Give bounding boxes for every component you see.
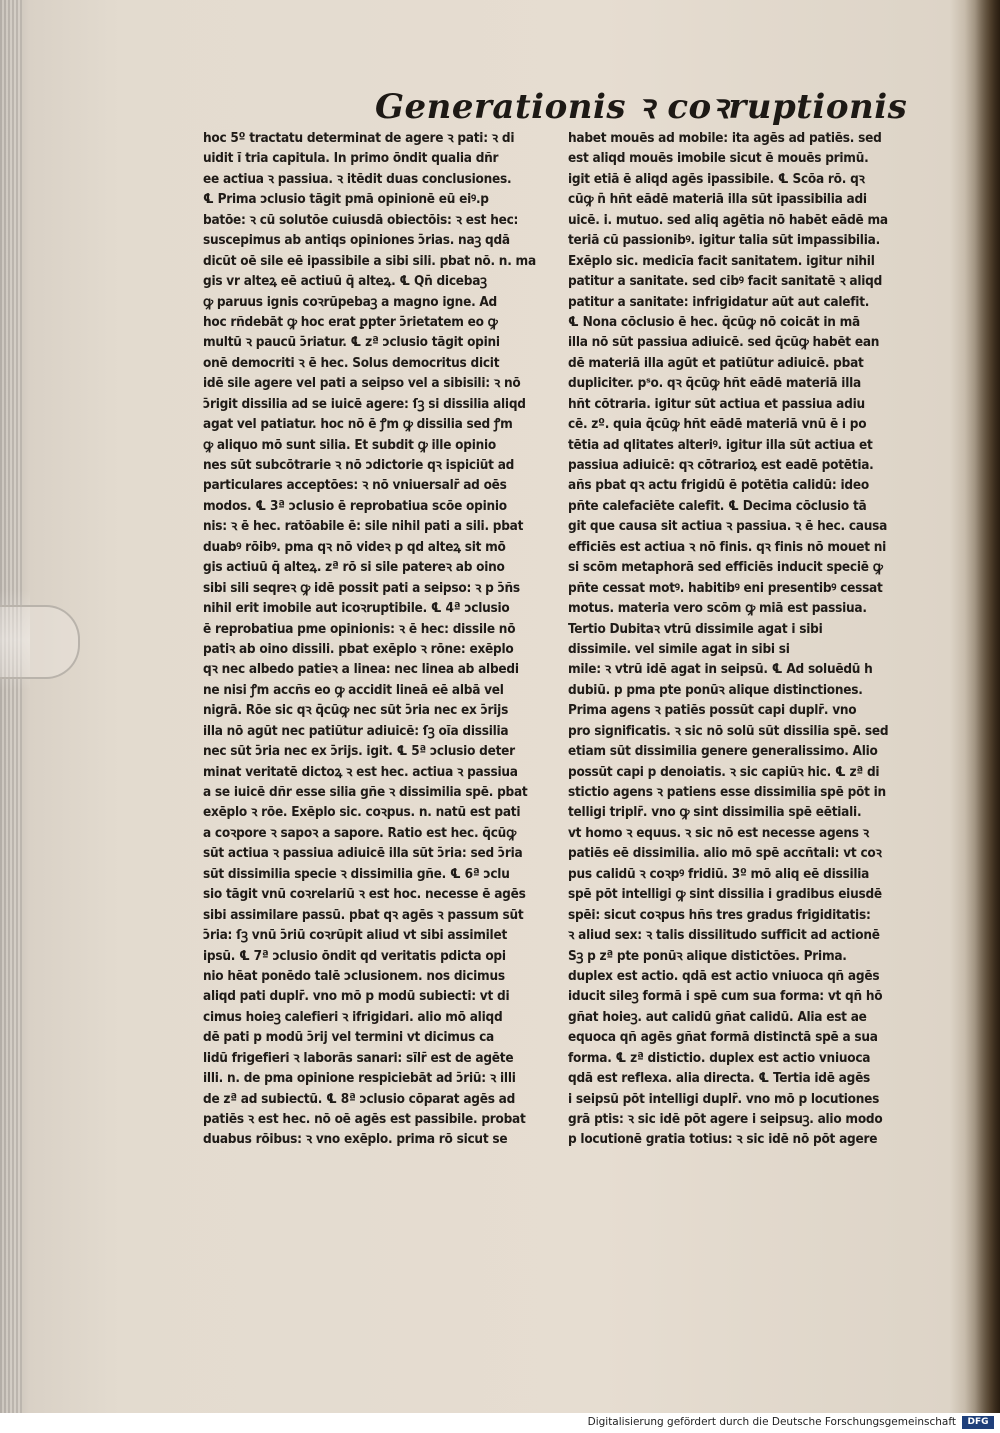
text-line: nis: ꝛ ē hec. ratōabile ē: sile nihil pati a sili. pbat: [203, 518, 524, 535]
text-line: pus calidū ꝛ coꝛpꝰ fridiū. 3º mō aliq eē dissilia: [568, 865, 870, 882]
text-line: sibi assimilare passū. pbat qꝛ agēs ꝛ passum sūt: [203, 906, 524, 923]
text-line: grā ptis: ꝛ sic idē pōt agere i seipsuꝫ. alio modo: [568, 1111, 883, 1127]
text-line: dē pati p modū ɔ̄rij vel termini vt dicimus ca: [203, 1029, 494, 1046]
stacked-page-edges: [0, 0, 22, 1413]
text-line: cimus hoieꝫ calefieri ꝛ ifrigidari. alio mō aliqd: [203, 1008, 503, 1025]
text-line: Exēplo sic. medicīa facit sanitatem. igitur nihil: [568, 252, 875, 269]
text-line: i seipsū pōt intelligi duplr̄. vno mō p locutiones: [568, 1090, 880, 1107]
text-line: idē sile agere vel pati a seipso vel a sibisili: ꝛ nō: [203, 375, 521, 392]
text-line: patiēs ꝛ est hec. nō oē agēs est passibile. probat: [203, 1111, 526, 1127]
text-line: dupliciter. pˢo. qꝛ q̄cūꝙ hñt eādē materiā illa: [568, 375, 861, 392]
text-line: duplex est actio. qdā est actio vniuoca qñ agēs: [568, 967, 880, 984]
footer-bar: [0, 1413, 1000, 1433]
gutter-shadow: [965, 0, 1000, 1413]
text-line: uidit ī tria capitula. In primo ōndit qualia dñr: [203, 150, 499, 167]
text-line: onē democriti ꝛ ē hec. Solus democritus dicit: [203, 354, 500, 371]
text-line: est aliqd mouēs imobile sicut ē mouēs primū.: [568, 150, 869, 167]
text-line: dubiū. p pma pte ponūꝛ alique distinctiones.: [568, 681, 863, 698]
text-line: suscepimus ab antiqs opiniones ɔ̄rias. naꝫ qdā: [203, 232, 510, 249]
text-line: habet mouēs ad mobile: ita agēs ad patiēs. sed: [568, 130, 882, 146]
text-line: a coꝛpore ꝛ sapoꝛ a sapore. Ratio est hec. q̄cūꝙ: [203, 824, 516, 841]
text-line: possūt capi p denoiatis. ꝛ sic capiūꝛ hic. ℄ zª di: [568, 763, 880, 780]
text-line: dissimile. vel simile agat in sibi si: [568, 640, 790, 657]
text-line: illi. n. de pma opinione respiciebāt ad ɔ̄riū: ꝛ illi: [203, 1070, 516, 1087]
text-line: illa nō sūt passiua adiuicē. sed q̄cūꝙ habēt ean: [568, 334, 880, 351]
text-line: nes sūt subcōtrarie ꝛ nō ɔdictorie qꝛ ispiciūt ad: [203, 457, 515, 473]
text-line: nigrā. Rōe sic qꝛ q̄cūꝙ nec sūt ɔ̄ria nec ex ɔ̄rijs: [203, 702, 509, 719]
text-line: Sꝫ p zª pte ponūꝛ alique distictōes. Prima.: [568, 947, 847, 964]
text-line: duabus rōibus: ꝛ vno exēplo. prima rō sicut se: [203, 1131, 508, 1148]
text-line: patiēs eē dissimilia. alio mō spē accñtali: vt coꝛ: [568, 845, 882, 862]
text-line: multū ꝛ paucū ɔ̄riatur. ℄ zª ɔclusio tāgit opini: [203, 334, 500, 351]
text-line: aliqd pati duplr̄. vno mō p modū subiecti: vt di: [203, 988, 510, 1005]
text-line: ne nisi ꝭm accñs eo ꝙ accidit lineā eē albā vel: [203, 681, 504, 698]
text-line: pñte cessat motꝰ. habitibꝰ eni presentibꝰ cessat: [568, 579, 883, 596]
text-line: dicūt oē sile eē ipassibile a sibi sili. pbat nō. n. ma: [203, 252, 536, 269]
text-line: forma. ℄ zª distictio. duplex est actio vniuoca: [568, 1049, 871, 1066]
text-line: ɔ̄rigit dissilia ad se iuicē agere: ſꝫ si dissilia aliqd: [203, 395, 526, 412]
text-line: ℄ Prima ɔclusio tāgit pmā opinionē eū eiꝰ.p: [203, 191, 489, 208]
text-line: iducit sileꝫ formā i spē cum sua forma: vt qñ hō: [568, 988, 883, 1005]
left-text-column: [203, 128, 558, 1150]
text-line: particulares acceptōes: ꝛ nō vniuersalr̄ ad oēs: [203, 477, 507, 494]
text-line: igit etiā ē aliqd agēs ipassibile. ℄ Scōa rō. qꝛ: [568, 170, 865, 187]
text-line: equoca qñ agēs gñat formā distinctā spē a sua: [568, 1029, 878, 1046]
text-line: duabꝰ rōibꝰ. pma qꝛ nō videꝛ p qd alteꝝ sit mō: [203, 538, 506, 555]
text-line: gis actiuū q̄ alteꝝ. zª rō si sile patereꝛ ab oino: [203, 559, 505, 576]
text-line: cē. zº. quia q̄cūꝙ hñt eādē materiā vnū ē i po: [568, 416, 867, 433]
text-line: dē materiā illa agūt et patiūtur adiuicē. pbat: [568, 354, 864, 371]
text-line: qdā est reflexa. alia directa. ℄ Tertia idē agēs: [568, 1070, 871, 1087]
text-line: si scōm metaphorā sed efficiēs inducit speciē ꝙ: [568, 559, 883, 576]
text-line: nec sūt ɔ̄ria nec ex ɔ̄rijs. igit. ℄ 5ª ɔclusio deter: [203, 743, 515, 760]
text-line: telligi triplr̄. vno ꝙ sint dissimilia spē eētiali.: [568, 804, 862, 821]
text-line: passiua adiuicē: qꝛ cōtrarioꝝ est eadē potētia.: [568, 457, 874, 473]
bookmark-tab: [0, 605, 80, 679]
text-line: hñt cōtraria. igitur sūt actiua et passiua adiu: [568, 395, 865, 412]
text-line: ee actiua ꝛ passiua. ꝛ itēdit duas conclusiones.: [203, 170, 512, 187]
text-line: tētia ad qlitates alteriꝰ. igitur illa sūt actiua et: [568, 436, 873, 453]
text-line: mile: ꝛ vtrū idē agat in seipsū. ℄ Ad soluēdū h: [568, 661, 873, 678]
text-line: Prima agens ꝛ patiēs possūt capi duplr̄. vno: [568, 702, 857, 719]
text-line: ē reprobatiua pme opinionis: ꝛ ē hec: dissile nō: [203, 620, 516, 637]
text-line: ꝛ aliud sex: ꝛ talis dissilitudo sufficit ad actionē: [568, 927, 880, 944]
right-text-column: [568, 128, 918, 1150]
text-line: hoc rñdebāt ꝙ hoc erat ꝑpter ɔ̄rietatem eo ꝙ: [203, 313, 498, 330]
text-line: p locutionē gratia totius: ꝛ sic idē nō pōt agere: [568, 1131, 878, 1148]
text-line: lidū frigefieri ꝛ laborās sanari: sīlr̄ est de agēte: [203, 1049, 514, 1066]
text-line: ꝙ paruus ignis coꝛrūpebaꝫ a magno igne. Ad: [203, 293, 498, 310]
text-line: spēi: sicut coꝛpus hñs tres gradus frigiditatis:: [568, 906, 871, 923]
text-line: ℄ Nona cōclusio ē hec. q̄cūꝙ nō coicāt in mā: [568, 313, 860, 330]
text-line: patitur a sanitate: infrigidatur aūt aut calefit.: [568, 293, 870, 310]
text-line: gis vr alteꝝ eē actiuū q̄ alteꝝ. ℄ Qn̄ dicebaꝫ: [203, 273, 487, 290]
text-line: efficiēs est actiua ꝛ nō finis. qꝛ finis nō mouet ni: [568, 538, 887, 555]
text-line: etiam sūt dissimilia genere generalissimo. Alio: [568, 743, 878, 760]
text-line: nio hēat ponēdo talē ɔclusionem. nos dicimus: [203, 967, 505, 984]
text-line: vt homo ꝛ equus. ꝛ sic nō est necesse agens ꝛ: [568, 824, 869, 841]
text-line: motus. materia vero scōm ꝙ miā est passiua.: [568, 600, 867, 617]
running-head: Generationis ꝛ coꝛruptionis: [375, 87, 908, 127]
text-line: exēplo ꝛ rōe. Exēplo sic. coꝛpus. n. natū est pati: [203, 804, 521, 821]
text-line: qꝛ nec albedo patieꝛ a linea: nec linea ab albedi: [203, 661, 519, 678]
text-line: sio tāgit vnū coꝛrelariū ꝛ est hoc. necesse ē agēs: [203, 886, 526, 903]
text-line: stictio agens ꝛ patiens esse dissimilia spē pōt in: [568, 784, 886, 800]
text-line: sūt actiua ꝛ passiua adiuicē illa sūt ɔ̄ria: sed ɔ̄ria: [203, 845, 523, 862]
text-line: pñte calefaciēte calefit. ℄ Decima cōclusio tā: [568, 497, 867, 514]
text-line: minat veritatē dictoꝝ ꝛ est hec. actiua ꝛ passiua: [203, 763, 518, 780]
text-line: gñat hoieꝫ. aut calidū gñat calidū. Alia est ae: [568, 1008, 867, 1025]
text-line: batōe: ꝛ cū solutōe cuiusdā obiectōis: ꝛ est hec:: [203, 211, 519, 228]
digitization-credit: Digitalisierung gefördert durch die Deutsche Forschungsgemeinschaft: [587, 1416, 956, 1428]
text-line: sūt dissimilia specie ꝛ dissimilia gñe. ℄ 6ª ɔclu: [203, 865, 510, 882]
text-line: illa nō agūt nec patiūtur adiuicē: ſꝫ oīa dissilia: [203, 722, 509, 739]
text-line: modos. ℄ 3ª ɔclusio ē reprobatiua scōe opinio: [203, 497, 507, 514]
text-line: de zª ad subiectū. ℄ 8ª ɔclusio cōparat agēs ad: [203, 1090, 516, 1107]
text-line: teriā cū passionibꝰ. igitur talia sūt impassibilia.: [568, 232, 880, 249]
text-line: a se iuicē dñr esse silia gñe ꝛ dissimilia spē. pbat: [203, 784, 528, 800]
text-line: añs pbat qꝛ actu frigidū ē potētia calidū: ideo: [568, 477, 869, 494]
dfg-logo: DFG: [962, 1416, 994, 1429]
text-line: ipsū. ℄ 7ª ɔclusio ōndit qd veritatis pdicta opi: [203, 947, 506, 964]
text-line: Tertio Dubitaꝛ vtrū dissimile agat i sibi: [568, 620, 823, 637]
text-line: hoc 5º tractatu determinat de agere ꝛ pati: ꝛ di: [203, 130, 515, 146]
text-line: nihil erit imobile aut icoꝛruptibile. ℄ 4ª ɔclusio: [203, 600, 510, 617]
text-line: uicē. i. mutuo. sed aliq agētia nō habēt eādē ma: [568, 211, 888, 228]
text-line: patitur a sanitate. sed cibꝰ facit sanitatē ꝛ aliqd: [568, 273, 883, 290]
text-line: agat vel patiatur. hoc nō ē ꝭm ꝙ dissilia sed ꝭm: [203, 416, 513, 433]
text-line: ɔ̄ria: ſꝫ vnū ɔ̄riū coꝛrūpit aliud vt sibi assimilet: [203, 927, 508, 944]
text-line: ꝙ aliquo mō sunt silia. Et subdit ꝙ ille opinio: [203, 436, 497, 453]
text-line: cūꝙ n̄ hñt eādē materiā illa sūt ipassibilia adi: [568, 191, 867, 208]
text-line: spē pōt intelligi ꝙ sint dissilia i gradibus eiusdē: [568, 886, 882, 903]
text-line: sibi sili seqreꝛ ꝙ idē possit pati a seipso: ꝛ p ɔ̄ñs: [203, 579, 520, 596]
text-line: patiꝛ ab oino dissili. pbat exēplo ꝛ rōne: exēplo: [203, 640, 514, 657]
text-line: git que causa sit actiua ꝛ passiua. ꝛ ē hec. causa: [568, 518, 888, 535]
text-line: pro significatis. ꝛ sic nō solū sūt dissilia spē. sed: [568, 722, 889, 739]
